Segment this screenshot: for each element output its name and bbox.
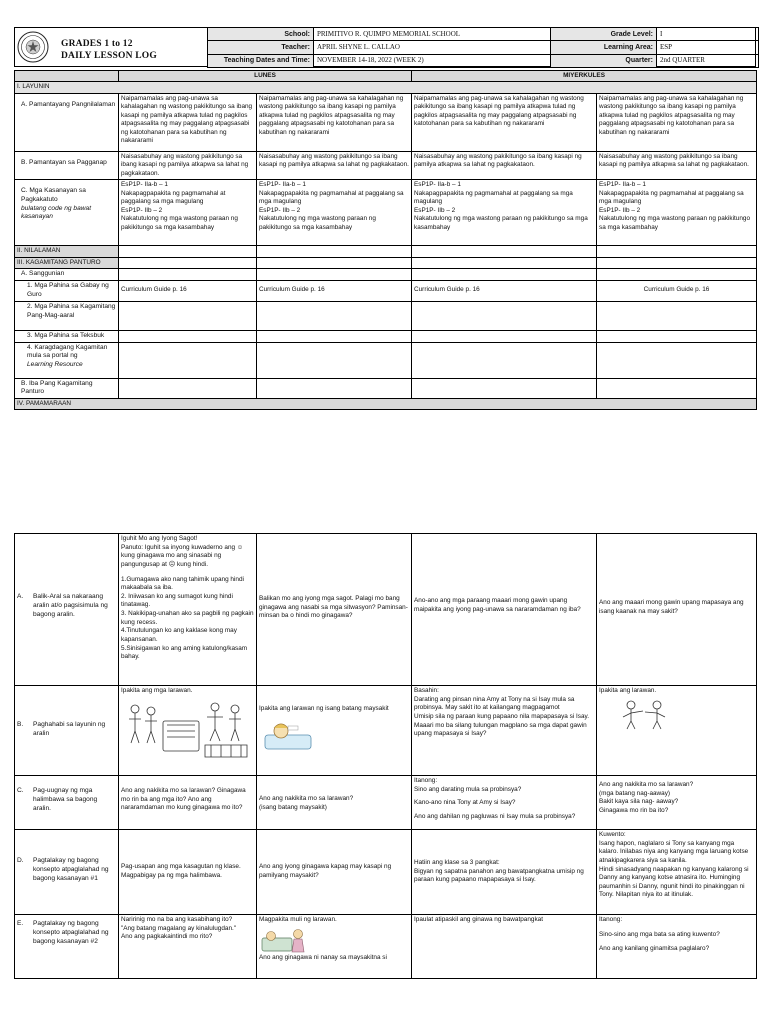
quarter-label: Quarter: (551, 54, 657, 67)
miyerkules-connection-cell: Itanong: Sino ang darating mula sa probinsya? Kano-ano nina Tony at Amy si Isay? Ano ang dahilan ng pagluwas ni Isay mula sa probinsya? (412, 776, 597, 830)
row-label-kagamitang-pang-mag-aaral: 2. Mga Pahina sa Kagamitang Pang-Mag-aaral (15, 301, 119, 330)
lunes-motivation-cell: Ipakita ang mga larawan. (119, 686, 257, 776)
procedure-table (14, 533, 757, 979)
competency-cell (119, 180, 257, 246)
document-brand (61, 39, 157, 63)
competency-text-2: Nakatutulong ng mga wastong paraan ng pakikitungo sa mga kasambahay (121, 215, 238, 231)
martes-connection-cell: Ano ang nakikita mo sa larawan? (isang batang maysakit) (257, 776, 412, 830)
content-standard-cell: Naipamamalas ang pag-unawa sa kahalagahan ng wastong pakikitungo sa ibang kasapi ng pamilya atkapwa tulad ng pagkilos atpagsasalita ng may paggalang atpagsasabi ng katotohanan para sa kabutihan ng nakararami (412, 93, 597, 151)
performance-standard-cell: Naisasabuhay ang wastong pakikitungo sa ibang kasapi ng pamilya atkapwa sa lahat ng pagkakataon. (257, 151, 412, 179)
competency-code-2: EsP1P- IIb – 2 (121, 206, 163, 214)
section-kagamitang-panturo: III. KAGAMITANG PANTURO (15, 257, 119, 268)
lesson-log-header (14, 27, 756, 67)
day-header-miyerkules: MIYERKULES (412, 71, 757, 82)
competency-code-2: EsP1P- IIb – 2 (414, 206, 456, 214)
martes-discussion-1-cell: Ano ang iyong ginagawa kapag may kasapi ng pamilyang maysakit? (257, 830, 412, 915)
competency-cell (257, 180, 412, 246)
performance-standard-cell: Naisasabuhay ang wastong pakikitungo sa ibang kasapi ng pamilya atkapwa sa lahat ng pagkakataon. (119, 151, 257, 179)
sick-child-illustration (263, 717, 313, 753)
row-label-gabay-ng-guro: 1. Mga Pahina sa Gabay ng Guro (15, 280, 119, 301)
procedure-label-d: D. Pagtalakay ng bagong konsepto atpaglalahad ng bagong kasanayan #1 (15, 830, 119, 915)
row-label-sanggunian: A. Sanggunian (15, 269, 119, 281)
content-standard-cell: Naipamamalas ang pag-unawa sa kahalagahan ng wastong pakikitungo sa ibang kasapi ng pamilya atkapwa tulad ng pagkilos atpagsasalita ng may paggalang atpagsasabi ng katotohanan para sa kabutihan ng nakararami (597, 93, 757, 151)
competency-text-2: Nakatutulong ng mga wastong paraan ng pakikitungo sa mga kasambahay (599, 215, 751, 231)
competency-code-2: EsP1P- IIb – 2 (599, 206, 641, 214)
huwebes-connection-cell: Ano ang nakikita mo sa larawan? (mga batang nag-aaway) Bakit kaya sila nag- aaway? Ginagawa mo rin ba ito? (597, 776, 757, 830)
huwebes-review-cell: Ano ang maaari mong gawin upang mapasaya ang isang kaanak na may sakit? (597, 534, 757, 686)
procedure-label-e: E. Pagtalakay ng bagong konsepto atpaglalahad ng bagong kasanayan #2 (15, 915, 119, 979)
martes-motivation-cell: Ipakita ang larawan ng isang batang maysakit (257, 686, 412, 776)
lunes-connection-cell: Ano ang nakikita mo sa larawan? Ginagawa mo rin ba ang mga ito? Ano ang nararamdaman mo kung ginagawa mo ito? (119, 776, 257, 830)
competency-text-2: Nakatutulong ng mga wastong paraan ng pakikitungo sa mga kasambahay (414, 215, 588, 231)
children-fighting-illustration (615, 699, 675, 731)
miyerkules-motivation-cell: Basahin: Darating ang pinsan nina Amy at Tony na si Isay mula sa probinsya. May sakit ito at kailangang magpagamot Umisip sila ng paraan kung papaano nila mapapasaya si Isay. Maaari mo ba silang tulungan magplano sa mga dapat gawin upang mapasaya si Isay? (412, 686, 597, 776)
school-value: PRIMITIVO R. QUIMPO MEMORIAL SCHOOL (314, 28, 551, 41)
reference-cell: Curriculum Guide p. 16 (257, 280, 412, 301)
row-label-iba-pang-kagamitan: B. Iba Pang Kagamitang Panturo (15, 378, 119, 398)
row-label-mga-kasanayan: C. Mga Kasanayan sa Pagkakatuto bulatang code ng bawat kasanayan (15, 180, 119, 246)
quarter-value: 2nd QUARTER (657, 54, 759, 67)
row-label-teksbuk: 3. Mga Pahina sa Teksbuk (15, 330, 119, 342)
section-pamamaraan: IV. PAMAMARAAN (15, 398, 757, 409)
lunes-review-cell: Iguhit Mo ang Iyong Sagot! Panuto: Iguhit sa inyong kuwaderno ang ☺ kung ginagawa mo ang sinasabi ng pangungusap at ☹ kung hindi. 1.Gumagawa ako nang tahimik upang hindi makaabala sa iba. 2. Iniiwasan ko ang sumagot kung hindi tinatawag. 3. Nakikipag-unahan ako sa pagbili ng pagkain kung recess. 4.Tinutulungan ko ang kaklase kong may kapansanan. 5.Sinisigawan ko ang aming katulong/kasam bahay. (119, 534, 257, 686)
row-label-karagdagang-kagamitan: 4. Karagdagang Kagamitan mula sa portal ng Learning Resource (15, 342, 119, 378)
teaching-dates-value: NOVEMBER 14-18, 2022 (WEEK 2) (314, 54, 551, 67)
competency-code-1: EsP1P- IIa-b – 1 (259, 181, 306, 189)
school-label: School: (208, 28, 314, 41)
miyerkules-discussion-2-cell: Ipaulat atipaskil ang ginawa ng bawatpangkat (412, 915, 597, 979)
mother-caring-child-illustration (261, 926, 307, 954)
procedure-label-a: A. Balik-Aral sa nakaraang aralin at/o pagsisimula ng bagong aralin. (15, 534, 119, 686)
procedure-label-c: C. Pag-uugnay ng mga halimbawa sa bagong aralin. (15, 776, 119, 830)
objectives-table (14, 70, 757, 410)
reference-cell: Curriculum Guide p. 16 (597, 280, 757, 301)
row-label-pamantayan-sa-pagganap: B. Pamantayan sa Pagganap (15, 151, 119, 179)
competency-code-1: EsP1P- IIa-b – 1 (121, 181, 168, 189)
reference-cell: Curriculum Guide p. 16 (119, 280, 257, 301)
reference-cell: Curriculum Guide p. 16 (412, 280, 597, 301)
teaching-dates-label: Teaching Dates and Time: (208, 54, 314, 67)
competency-code-1: EsP1P- IIa-b – 1 (414, 181, 461, 189)
miyerkules-discussion-1-cell: Hatiin ang klase sa 3 pangkat: Bigyan ng sapatna panahon ang bawatpangkatna umisip ng paraan kung papaano mapapasaya si Isay. (412, 830, 597, 915)
competency-code-1: EsP1P- IIa-b – 1 (599, 181, 646, 189)
brand-line-2: DAILY LESSON LOG (61, 50, 157, 61)
teacher-label: Teacher: (208, 41, 314, 54)
teacher-value: APRIL SHYNE L. CALLAO (314, 41, 551, 54)
competency-cell (597, 180, 757, 246)
section-nilalaman: II. NILALAMAN (15, 246, 119, 257)
grade-value: I (657, 28, 759, 41)
competency-text-1: Nakapagpapakita ng pagmamahal at paggalang sa mga magulang (121, 189, 226, 206)
header-info-table (207, 27, 759, 68)
competency-text-1: Nakapagpapakita ng pagmamahal at paggalang sa mga magulang (259, 189, 404, 206)
deped-seal-icon (17, 31, 49, 63)
children-greeting-illustration (121, 699, 251, 759)
huwebes-discussion-1-cell: Kuwento: Isang hapon, naglalaro si Tony sa kanyang mga kalaro. Inilabas niya ang kanyang mga laruang kotse atnakipagkarera siya sa kanila. Hindi sinasadyang naapakan ng kanyang kalarong si Danny ang kanyang kotse atnasira ito. Huminging paumanhin si Danny, ngunit hindi ito pinakinggan ni Tony. Nilapitan niya ito at itinulak. (597, 830, 757, 915)
procedure-label-b: B. Paghahabi sa layunin ng aralin (15, 686, 119, 776)
row-label-pamantayang-pangnilalaman: A. Pamantayang Pangnilalaman (15, 93, 119, 151)
martes-discussion-2-cell: Magpakita muli ng larawan. Ano ang ginagawa ni nanay sa maysakitna si (257, 915, 412, 979)
huwebes-motivation-cell: Ipakita ang larawan. (597, 686, 757, 776)
brand-line-1: GRADES 1 to 12 (61, 39, 133, 49)
performance-standard-cell: Naisasabuhay ang wastong pakikitungo sa ibang kasapi ng pamilya atkapwa sa lahat ng pagkakataon. (597, 151, 757, 179)
content-standard-cell: Naipamamalas ang pag-unawa sa kahalagahan ng wastong pakikitungo sa ibang kasapi ng pamilya atkapwa tulad ng pagkilos atpagsasalita ng may paggalang atpagsasabi ng katotohanan para sa kabutihan ng nakararami (257, 93, 412, 151)
lunes-discussion-2-cell: Naririnig mo na ba ang kasabihang ito? "Ang batang magalang ay kinalulugdan." Ano ang pagkakaintindi mo rito? (119, 915, 257, 979)
competency-text-1: Nakapagpapakita ng pagmamahal at paggalang sa mga magulang (414, 189, 573, 206)
day-header-lunes: LUNES (119, 71, 412, 82)
martes-review-cell: Balikan mo ang iyong mga sagot. Palagi mo bang ginagawa ang nasabi sa mga sitwasyon? Paminsan-minsan ba o hindi mo ginagawa? (257, 534, 412, 686)
learning-area-value: ESP (657, 41, 759, 54)
competency-code-2: EsP1P- IIb – 2 (259, 206, 301, 214)
performance-standard-cell: Naisasabuhay ang wastong pakikitungo sa ibang kasapi ng pamilya atkapwa sa lahat ng pagkakataon. (412, 151, 597, 179)
competency-text-2: Nakatutulong ng mga wastong paraan ng pakikitungo sa mga kasambahay (259, 215, 376, 231)
competency-code-note: bulatang code ng bawat kasanayan (21, 204, 92, 221)
competency-text-1: Nakapagpapakita ng pagmamahal at paggalang sa mga magulang (599, 189, 744, 206)
competency-cell (412, 180, 597, 246)
learning-area-label: Learning Area: (551, 41, 657, 54)
content-standard-cell: Naipamamalas ang pag-unawa sa kahalagahan ng wastong pakikitungo sa ibang kasapi ng pamilya atkapwa tulad ng pagkilos atpagsasalita ng may paggalang atpagsasabi ng katotohanan para sa kabutihan ng nakararami (119, 93, 257, 151)
miyerkules-review-cell: Ano-ano ang mga paraang maaari mong gawin upang maipakita ang iyong pag-unawa sa nararamdaman ng iba? (412, 534, 597, 686)
section-layunin: I. LAYUNIN (15, 82, 757, 93)
lunes-discussion-1-cell: Pag-usapan ang mga kasagutan ng klase. Magpabigay pa ng mga halimbawa. (119, 830, 257, 915)
huwebes-discussion-2-cell: Itanong: Sino-sino ang mga bata sa ating kuwento? Ano ang kanilang ginamitsa paglalaro? (597, 915, 757, 979)
grade-label: Grade Level: (551, 28, 657, 41)
